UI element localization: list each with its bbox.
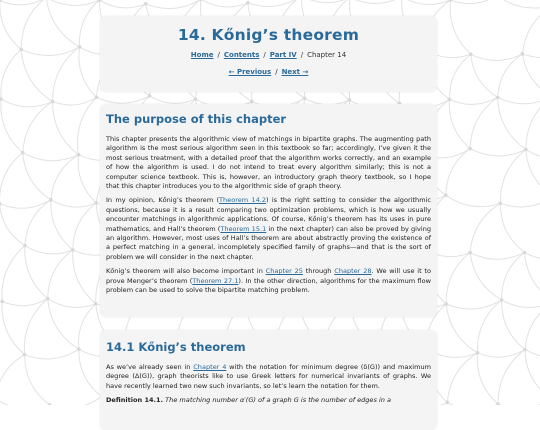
background-edge bbox=[2, 246, 25, 302]
background-edge bbox=[525, 349, 540, 357]
background-edge bbox=[25, 349, 79, 359]
background-edge bbox=[502, 300, 540, 307]
purpose-paragraph-3 bbox=[106, 267, 431, 295]
background-edge bbox=[0, 355, 25, 399]
background-edge bbox=[1, 99, 23, 153]
background-edge bbox=[0, 153, 23, 204]
background-node bbox=[496, 96, 500, 100]
background-edge bbox=[25, 200, 51, 246]
background-edge bbox=[447, 353, 477, 403]
background-node bbox=[446, 401, 450, 405]
breadcrumb: Home / Contents / Part IV / Chapter 14 bbox=[190, 51, 347, 59]
background-node bbox=[46, 297, 50, 301]
background-edge bbox=[525, 252, 540, 259]
background-node bbox=[524, 148, 528, 152]
background-edge bbox=[21, 49, 52, 101]
definition-14-1 bbox=[106, 396, 431, 405]
background-edge bbox=[446, 195, 501, 206]
section-heading-konig: 14.1 Kőnig’s theorem bbox=[106, 340, 246, 354]
purpose-paragraph-1: This chapter presents the algorithmic view of matchings in bipartite graphs. The augmenting path algorithm is the most serious algorithm seen in this textbook so far; accordingly, I’ve given it the most serious treatment, with a detailed proof that the algorithm works correctly, and an example of how the algorithm is used. I do not intend to treat every algorithm similarly; this is not a computer science textbook. This is, however, an introductory graph theory textbook, so I hope that this chapter introduces you to the algorithmic side of graph theory. bbox=[106, 135, 431, 191]
background-edge bbox=[50, 397, 102, 405]
background-node bbox=[0, 202, 1, 206]
background-edge bbox=[1, 49, 21, 99]
background-node bbox=[21, 151, 25, 155]
text-span: In my opinion, Kőnig’s theorem ( bbox=[106, 196, 220, 205]
background-node bbox=[521, 52, 525, 56]
background-node bbox=[448, 98, 452, 102]
background-edge bbox=[21, 0, 46, 49]
background-edge bbox=[525, 252, 540, 301]
background-edge bbox=[302, 0, 350, 3]
background-edge bbox=[449, 54, 470, 99]
background-edge bbox=[500, 149, 526, 203]
background-edge bbox=[498, 399, 540, 405]
definition-label: Definition 14.1. bbox=[106, 396, 164, 405]
background-edge bbox=[46, 0, 99, 5]
background-node bbox=[23, 244, 27, 248]
header-card bbox=[100, 16, 437, 92]
background-edge bbox=[24, 299, 47, 355]
background-node bbox=[348, 98, 352, 102]
background-edge bbox=[51, 200, 73, 250]
background-edge bbox=[525, 349, 540, 399]
text-span: with the notation for minimum degree (δ(G)) and maximum degree (Δ(G)), graph theorists like to use Greek letters for numerical invariants of graphs. We have recently learned two new such invariants, so let’s learn the notation for them. bbox=[106, 363, 431, 390]
background-node bbox=[499, 202, 503, 206]
chapter-4-link[interactable]: Chapter 4 bbox=[193, 363, 227, 371]
background-edge bbox=[78, 97, 97, 154]
background-edge bbox=[48, 250, 73, 299]
text-span: As we’ve already seen in bbox=[106, 363, 194, 371]
background-node bbox=[0, 300, 4, 304]
background-edge bbox=[451, 0, 497, 4]
background-edge bbox=[73, 250, 96, 304]
background-edge bbox=[0, 204, 25, 246]
background-node bbox=[144, 2, 148, 6]
background-edge bbox=[96, 96, 149, 103]
definition-text: The matching number α′(G) of a graph G is the number of edges in a bbox=[163, 396, 392, 405]
konig-paragraph-1 bbox=[106, 363, 431, 391]
background-edge bbox=[1, 99, 53, 107]
background-node bbox=[468, 147, 472, 151]
theorem-27-1-link[interactable]: Theorem 27.1 bbox=[192, 276, 239, 285]
background-edge bbox=[502, 300, 525, 349]
background-node bbox=[94, 201, 98, 205]
background-edge bbox=[46, 0, 79, 47]
background-edge bbox=[79, 47, 96, 97]
background-node bbox=[78, 45, 82, 49]
background-edge bbox=[470, 149, 526, 156]
background-edge bbox=[79, 0, 99, 47]
theorem-15-1-link[interactable]: Theorem 15.1 bbox=[220, 224, 267, 233]
background-node bbox=[250, 100, 254, 104]
breadcrumb-current: Chapter 14 bbox=[307, 51, 347, 59]
background-edge bbox=[446, 149, 470, 196]
background-edge bbox=[525, 302, 540, 350]
background-edge bbox=[53, 102, 79, 155]
breadcrumb-part-link[interactable]: Part IV bbox=[269, 51, 297, 59]
background-node bbox=[469, 52, 473, 56]
background-edge bbox=[51, 200, 96, 207]
background-edge bbox=[350, 0, 402, 3]
chapter-25-link[interactable]: Chapter 25 bbox=[265, 267, 303, 276]
theorem-14-2-link[interactable]: Theorem 14.2 bbox=[219, 196, 267, 205]
background-edge bbox=[0, 200, 51, 209]
text-span: in the next chapter) can also be proved by giving an algorithm. However, most uses of Hall’s theorem are about abstractly proving the existence of a perfect matching in a general, incompletely specified family of graphs—and that is the sort of problem we will consider in the next chapter. bbox=[106, 224, 432, 261]
background-edge bbox=[450, 0, 471, 54]
background-edge bbox=[449, 99, 470, 148]
background-edge bbox=[25, 246, 73, 254]
background-edge bbox=[498, 97, 526, 149]
background-node bbox=[148, 94, 152, 98]
background-edge bbox=[526, 149, 540, 196]
background-edge bbox=[73, 203, 96, 250]
background-edge bbox=[522, 5, 540, 54]
background-node bbox=[95, 95, 99, 99]
background-edge bbox=[500, 196, 540, 207]
background-edge bbox=[51, 155, 79, 200]
background-node bbox=[77, 347, 81, 351]
background-edge bbox=[201, 0, 248, 7]
background-edge bbox=[502, 252, 525, 300]
previous-link[interactable]: ← Previous bbox=[228, 68, 272, 76]
background-node bbox=[23, 353, 27, 357]
background-node bbox=[0, 0, 2, 2]
background-edge bbox=[23, 153, 51, 200]
background-edge bbox=[78, 304, 95, 349]
background-edge bbox=[23, 102, 53, 153]
text-span: through bbox=[302, 267, 335, 276]
chapter-28-link[interactable]: Chapter 28 bbox=[334, 267, 372, 276]
background-node bbox=[246, 1, 250, 5]
background-edge bbox=[78, 155, 96, 203]
background-node bbox=[194, 97, 198, 101]
background-edge bbox=[53, 97, 97, 105]
background-edge bbox=[99, 0, 145, 8]
background-edge bbox=[150, 96, 196, 103]
background-edge bbox=[25, 355, 50, 405]
background-edge bbox=[470, 252, 524, 259]
background-node bbox=[444, 302, 448, 306]
text-span: . We will use it to prove Menger’s theorem ( bbox=[106, 267, 432, 285]
chapter-nav: ← Previous / Next → bbox=[228, 68, 309, 76]
background-node bbox=[71, 248, 75, 252]
background-edge bbox=[526, 96, 540, 149]
background-edge bbox=[500, 203, 524, 252]
background-edge bbox=[446, 253, 470, 304]
background-node bbox=[77, 153, 81, 157]
background-edge bbox=[0, 1, 21, 50]
background-node bbox=[476, 351, 480, 355]
background-edge bbox=[470, 203, 500, 252]
breadcrumb-home-link[interactable]: Home bbox=[190, 51, 214, 59]
purpose-paragraph-2 bbox=[106, 196, 431, 262]
background-edge bbox=[0, 399, 50, 405]
background-edge bbox=[146, 0, 201, 9]
text-span: ). In the other direction, algorithms for the maximum flow problem can be used to solve the bipartite matching problem. bbox=[106, 276, 431, 295]
background-edge bbox=[477, 353, 498, 404]
background-edge bbox=[498, 96, 540, 103]
background-node bbox=[19, 48, 23, 52]
background-edge bbox=[23, 153, 79, 161]
page-title: 14. Kőnig’s theorem bbox=[177, 26, 360, 44]
background-edge bbox=[248, 0, 302, 6]
background-edge bbox=[402, 0, 451, 4]
background-node bbox=[51, 100, 55, 104]
background-edge bbox=[522, 47, 540, 57]
background-node bbox=[303, 96, 307, 100]
background-node bbox=[444, 193, 448, 197]
background-edge bbox=[470, 97, 498, 148]
background-edge bbox=[446, 304, 477, 353]
background-edge bbox=[48, 299, 96, 308]
background-node bbox=[523, 251, 527, 255]
text-span: ) is the right setting to consider the algorithmic questions, because it is a result comparing two optimization problems, which is how we usually encounter matchings in algorithmic applications. Of course, Kőnig’s theorem has its uses in pure mathematics, and Hall’s theorem ( bbox=[106, 196, 431, 233]
background-edge bbox=[526, 149, 540, 158]
konig-section bbox=[100, 330, 437, 430]
background-edge bbox=[497, 0, 540, 8]
section-heading-purpose: The purpose of this chapter bbox=[106, 112, 287, 126]
background-node bbox=[523, 348, 527, 352]
next-link[interactable]: Next → bbox=[281, 68, 309, 76]
background-edge bbox=[2, 301, 25, 354]
background-node bbox=[468, 251, 472, 255]
background-node bbox=[500, 298, 504, 302]
background-node bbox=[49, 198, 53, 202]
background-edge bbox=[498, 349, 525, 404]
text-span: Kőnig’s theorem will also become important in bbox=[106, 267, 266, 276]
purpose-section bbox=[100, 104, 437, 317]
breadcrumb-contents-link[interactable]: Contents bbox=[223, 51, 260, 59]
background-node bbox=[94, 302, 98, 306]
background-edge bbox=[522, 54, 540, 96]
background-node bbox=[449, 0, 453, 2]
